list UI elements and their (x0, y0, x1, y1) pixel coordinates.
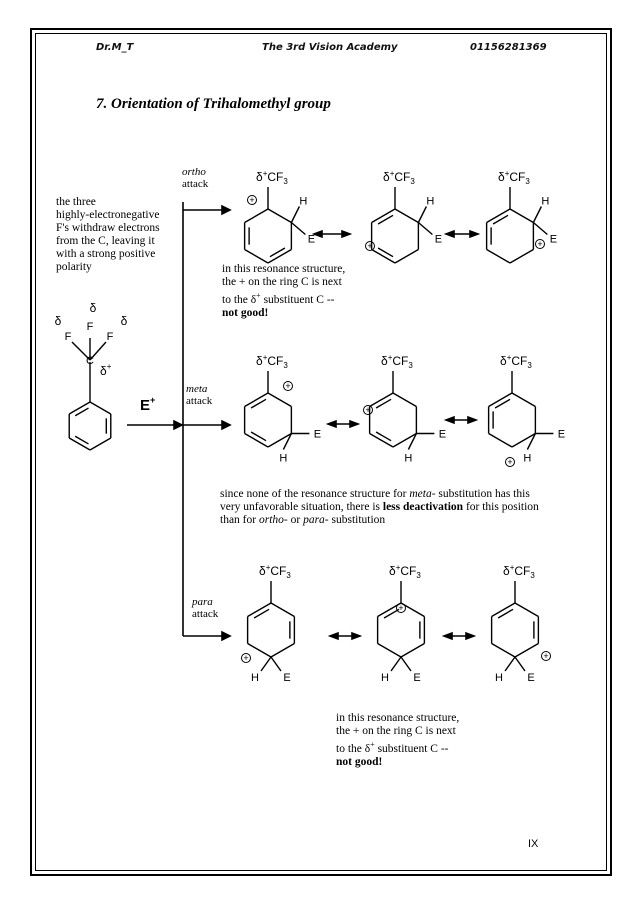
ring-bond (401, 644, 424, 658)
cf3-label: $\delta^+CF_3$ (259, 563, 291, 580)
electrophile-label: E (283, 672, 291, 684)
left-note-line: with a strong positive (56, 248, 156, 260)
cf3-label: $\delta^+CF_3$ (500, 353, 532, 370)
ring-double-bond (378, 215, 393, 224)
ring-bond (515, 603, 538, 617)
header-academy: The 3rd Vision Academy (262, 42, 398, 53)
hydrogen-label: H (381, 672, 389, 684)
fluorine-label: F (86, 321, 94, 333)
ring-double-bond (251, 399, 266, 408)
delta-minus: δ (89, 301, 97, 315)
ring-bond (268, 209, 291, 223)
cf3-label: $\delta^+CF_3$ (498, 169, 530, 186)
ring-double-bond (495, 399, 510, 408)
ring-bond (512, 393, 535, 407)
ring-bond (378, 644, 401, 658)
ring-double-bond (376, 432, 391, 441)
electrophile-label: E (438, 428, 447, 441)
ring-bond (245, 250, 268, 264)
ring-bond (510, 250, 533, 264)
ring-double-bond (378, 248, 393, 257)
positive-charge-sign: + (543, 651, 549, 662)
ring-bond (90, 438, 111, 450)
delta-plus: δ+ (100, 362, 112, 378)
electrophile-label: E (413, 672, 421, 684)
electrophile-label: E (557, 428, 566, 441)
ring-bond (271, 644, 294, 658)
resonance-arrows (314, 231, 478, 639)
hydrogen-label: H (426, 195, 435, 208)
ring-double-bond (254, 609, 269, 618)
ring-bond (393, 393, 416, 407)
ring-bond (515, 644, 538, 658)
delta-minus: δ (120, 314, 128, 328)
header-phone: 01156281369 (470, 42, 547, 53)
page-number: IX (528, 838, 539, 850)
left-note-line: highly-electronegative (56, 209, 160, 221)
left-note-line: the three (56, 196, 96, 208)
ring-double-bond (270, 248, 285, 257)
positive-charge-sign: + (365, 405, 371, 416)
ring-bond (90, 402, 111, 414)
positive-charge-sign: + (249, 195, 255, 206)
electrophile: E+ (140, 395, 156, 414)
ring-double-bond (498, 609, 513, 618)
header-author: Dr.M_T (96, 42, 134, 53)
ring-bond (69, 402, 90, 414)
cf3-label: $\delta^+CF_3$ (381, 353, 413, 370)
e-bond (291, 223, 305, 235)
para-note: in this resonance structure, the + on the ring C is next to the δ+ substituent C -- not good! (336, 712, 460, 768)
ring-bond (69, 438, 90, 450)
e-bond (418, 223, 432, 235)
meta-note: since none of the resonance structure for meta- substitution has this very unfavorable situation, there is less deactivation for this position than for ortho- or para- substitution (220, 488, 539, 526)
left-note-line: F's withdraw electrons (56, 222, 160, 234)
section-title: 7. Orientation of Trihalomethyl group (96, 96, 331, 112)
ring-bond (248, 644, 271, 658)
e-bond (515, 657, 525, 671)
ring-double-bond (493, 215, 508, 224)
ring-double-bond (251, 432, 266, 441)
hydrogen-label: H (541, 195, 550, 208)
ring-bond (395, 209, 418, 223)
meta-attack-label: meta attack (186, 383, 213, 407)
left-note-line: polarity (56, 261, 92, 273)
attack-arrows (127, 202, 230, 640)
positive-charge-sign: + (507, 457, 513, 468)
cf3-label: $\delta^+CF_3$ (256, 169, 288, 186)
ring-bond (395, 250, 418, 264)
h-bond (533, 207, 541, 223)
e-bond (401, 657, 411, 671)
cf3-label: $\delta^+CF_3$ (389, 563, 421, 580)
cf3-label: $\delta^+CF_3$ (383, 169, 415, 186)
fluorine-label: F (64, 331, 72, 343)
e-bond (271, 657, 281, 671)
ortho-attack-label: ortho attack (182, 166, 209, 190)
positive-charge-sign: + (537, 239, 543, 250)
positive-charge-sign: + (398, 603, 404, 614)
delta-minus: δ (54, 314, 62, 328)
ring-bond (492, 644, 515, 658)
ring-bond (271, 603, 294, 617)
hydrogen-label: H (404, 452, 413, 465)
ring-bond (268, 393, 291, 407)
h-bond (291, 207, 299, 223)
electrophile-label: E (527, 672, 535, 684)
hydrogen-label: H (495, 672, 503, 684)
electrophile-label: E (307, 233, 316, 246)
h-bond (505, 657, 515, 671)
h-bond (261, 657, 271, 671)
hydrogen-label: H (299, 195, 308, 208)
left-note-line: from the C, leaving it (56, 235, 155, 247)
carbon-label: C (86, 355, 94, 367)
h-bond (418, 207, 426, 223)
ortho-note: in this resonance structure, the + on the ring C is next to the δ+ substituent C -- not good! (222, 263, 346, 319)
electrophile-label: E (434, 233, 443, 246)
positive-charge-sign: + (285, 381, 291, 392)
para-attack-label: para attack (192, 596, 219, 620)
hydrogen-label: H (251, 672, 259, 684)
ring-double-bond (376, 399, 391, 408)
ring-bond (245, 209, 268, 223)
positive-charge-sign: + (367, 241, 373, 252)
e-bond (533, 223, 547, 235)
cf3-label: $\delta^+CF_3$ (256, 353, 288, 370)
ring-bond (487, 250, 510, 264)
ring-bond (489, 434, 512, 448)
ring-bond (510, 209, 533, 223)
h-bond (391, 657, 401, 671)
cf3-label: $\delta^+CF_3$ (503, 563, 535, 580)
hydrogen-label: H (279, 452, 288, 465)
electrophile-label: E (549, 233, 558, 246)
electrophile-label: E (313, 428, 322, 441)
hydrogen-label: H (523, 452, 532, 465)
fluorine-label: F (106, 331, 114, 343)
positive-charge-sign: + (243, 653, 249, 664)
